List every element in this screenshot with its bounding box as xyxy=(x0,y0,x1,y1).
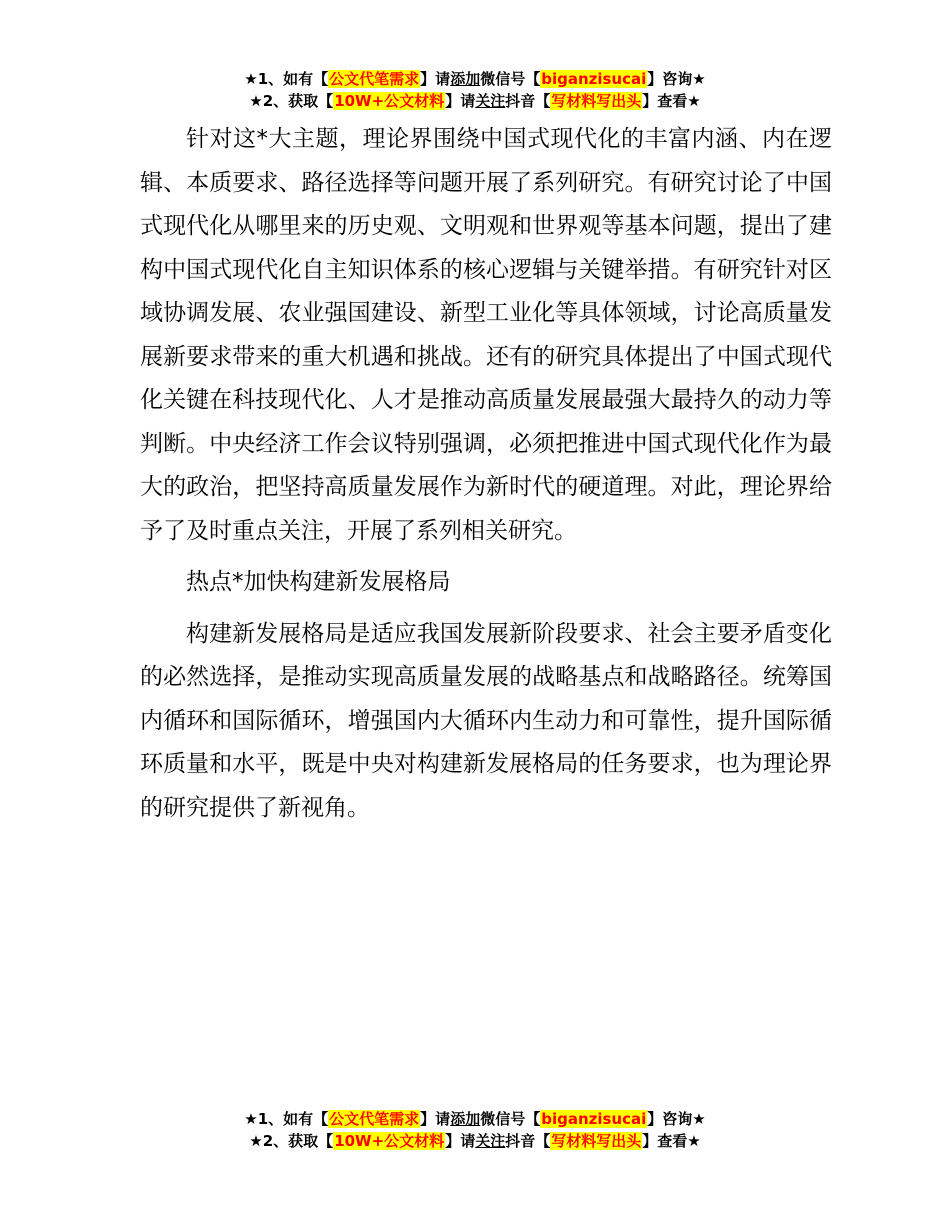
footer-banner-line-1: ★1、如有【公文代笔需求】请添加微信号【biganzisucai】咨询★ xyxy=(244,1110,706,1128)
body-paragraph-1: 针对这*大主题，理论界围绕中国式现代化的丰富内涵、内在逻辑、本质要求、路径选择等问题开展了系列研究。有研究讨论了中国式现代化从哪里来的历史观、文明观和世界观等基本问题，提出了建构中国式现代化自主知识体系的核心逻辑与关键举措。有研究针对区域协调发展、农业强国建设、新型工业化等具体领域，讨论高质量发展新要求带来的重大机遇和挑战。还有的研究具体提出了中国式现代化关键在科技现代化、人才是推动高质量发展最强大最持久的动力等判断。中央经济工作会议特别强调，必须把推进中国式现代化作为最大的政治，把坚持高质量发展作为新时代的硬道理。对此，理论界给予了及时重点关注，开展了系列相关研究。 xyxy=(140,126,832,544)
highlight-douyin-account: 写材料写出头 xyxy=(551,92,642,110)
header-banner xyxy=(0,68,950,112)
footer-banner xyxy=(0,1108,950,1152)
footer-banner-line-2: ★2、获取【10W+公文材料】请关注抖音【写材料写出头】查看★ xyxy=(249,1132,701,1150)
highlight-service: 公文代笔需求 xyxy=(329,70,420,88)
header-banner-line-1: ★1、如有【公文代笔需求】请添加微信号【biganzisucai】咨询★ xyxy=(244,70,706,88)
body-paragraph-2: 构建新发展格局是适应我国发展新阶段要求、社会主要矛盾变化的必然选择，是推动实现高质量发展的战略基点和战略路径。统筹国内循环和国际循环，增强国内大循环内生动力和可靠性，提升国际循环质量和水平，既是中央对构建新发展格局的任务要求，也为理论界的研究提供了新视角。 xyxy=(140,620,832,821)
highlight-wechat-id: biganzisucai xyxy=(541,1110,647,1128)
document-body xyxy=(140,118,832,838)
highlight-materials: 10W+公文材料 xyxy=(334,1132,445,1150)
header-banner-line-2: ★2、获取【10W+公文材料】请关注抖音【写材料写出头】查看★ xyxy=(249,92,701,110)
highlight-materials: 10W+公文材料 xyxy=(334,92,445,110)
section-heading: 热点*加快构建新发展格局 xyxy=(186,569,451,595)
highlight-wechat-id: biganzisucai xyxy=(541,70,647,88)
highlight-service: 公文代笔需求 xyxy=(329,1110,420,1128)
highlight-douyin-account: 写材料写出头 xyxy=(551,1132,642,1150)
